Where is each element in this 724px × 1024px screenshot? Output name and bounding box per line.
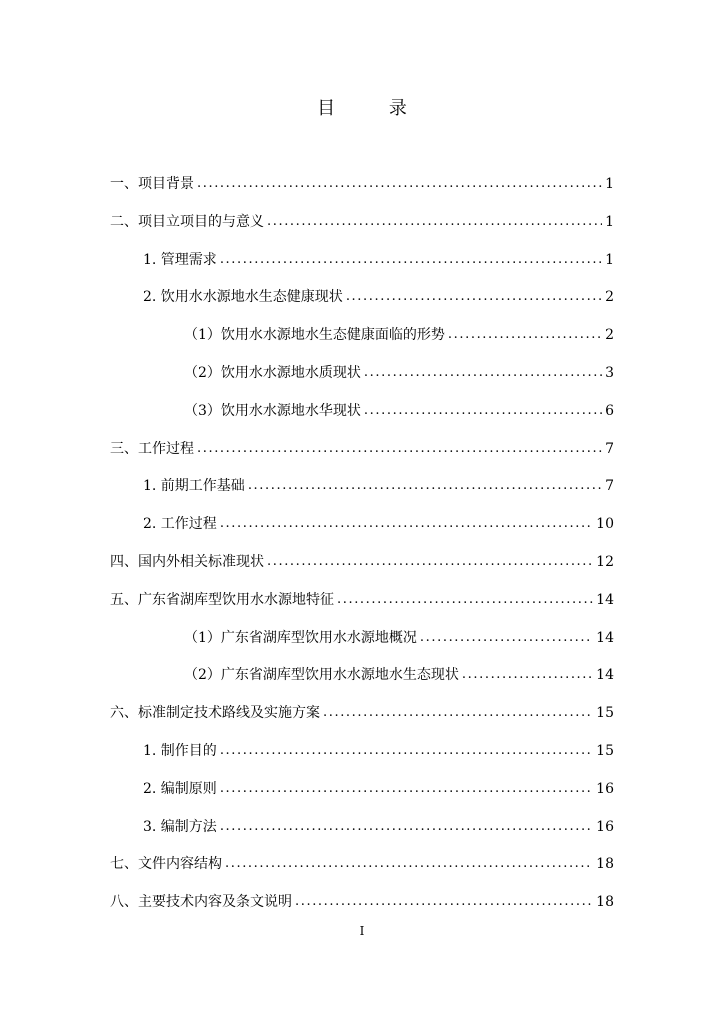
toc-entry-title: 2. 编制原则 [143, 780, 217, 797]
toc-entry-page: 1 [605, 213, 614, 230]
toc-entry-title: 1. 前期工作基础 [143, 478, 245, 495]
toc-entry-page: 7 [605, 440, 614, 457]
toc-entry-title: 一、项目背景 [110, 176, 194, 192]
toc-entry-title: （3）饮用水水源地水华现状 [184, 402, 361, 419]
toc-entry-title: 五、广东省湖库型饮用水水源地特征 [110, 591, 334, 608]
toc-entry[interactable] [110, 699, 614, 737]
toc-entry-title: 1. 管理需求 [143, 251, 217, 268]
toc-entry-page: 6 [605, 402, 614, 419]
toc-entry[interactable] [110, 661, 614, 699]
toc-entry[interactable] [110, 170, 614, 208]
toc-dot-leader [462, 661, 593, 689]
toc-entry-title: （1）饮用水水源地水生态健康面临的形势 [184, 327, 445, 344]
page-number: I [359, 924, 365, 938]
toc-dot-leader [337, 586, 593, 614]
toc-dot-leader [220, 246, 602, 274]
toc-entry[interactable] [110, 813, 614, 851]
toc-dot-leader [267, 548, 593, 576]
toc-entry[interactable] [110, 548, 614, 586]
toc-dot-leader [448, 321, 602, 349]
toc-entry-title: 2. 工作过程 [143, 516, 217, 533]
toc-entry-page: 12 [596, 553, 614, 570]
toc-entry-page: 18 [596, 894, 614, 911]
toc-entry-title: 1. 制作目的 [143, 742, 217, 759]
toc-entry-page: 7 [605, 478, 614, 495]
toc-entry-page: 2 [605, 289, 614, 306]
toc-dot-leader [220, 510, 593, 538]
toc-entry-title: （1）广东省湖库型饮用水水源地概况 [184, 629, 417, 646]
toc-dot-leader [220, 737, 593, 765]
toc-entry-title: （2）饮用水水源地水质现状 [184, 364, 361, 381]
toc-entry-page: 14 [596, 667, 614, 684]
toc-entry[interactable] [110, 246, 614, 284]
toc-entry-page: 3 [605, 364, 614, 381]
toc-dot-leader [346, 283, 602, 311]
page-title: 目 录 [317, 98, 431, 119]
toc-entry[interactable] [110, 208, 614, 246]
toc-entry[interactable] [110, 624, 614, 662]
toc-entry[interactable] [110, 359, 614, 397]
toc-entry-title: 七、文件内容结构 [110, 856, 222, 873]
toc-entry[interactable] [110, 321, 614, 359]
toc-entry[interactable] [110, 397, 614, 435]
toc-entry[interactable] [110, 775, 614, 813]
toc-entry[interactable] [110, 435, 614, 473]
toc-dot-leader [364, 397, 602, 425]
toc-entry-page: 18 [596, 856, 614, 873]
toc-entry-page: 10 [596, 516, 614, 533]
toc-entry-page: 14 [596, 591, 614, 608]
toc-entry-title: 八、主要技术内容及条文说明 [110, 894, 292, 911]
toc-entry-page: 1 [605, 251, 614, 268]
toc-entry-page: 2 [605, 327, 614, 344]
toc-entry-title: 四、国内外相关标准现状 [110, 553, 264, 570]
toc-dot-leader [197, 170, 602, 198]
toc-dot-leader [267, 208, 602, 236]
toc-entry-page: 14 [596, 629, 614, 646]
toc-entry-page: 15 [596, 742, 614, 759]
toc-entry-page: 15 [596, 705, 614, 722]
toc-dot-leader [420, 624, 593, 652]
toc-entry-title: （2）广东省湖库型饮用水水源地水生态现状 [184, 667, 459, 684]
toc-entry[interactable] [110, 283, 614, 321]
toc-dot-leader [220, 775, 593, 803]
toc-entry-title: 3. 编制方法 [143, 818, 217, 835]
toc-entry[interactable] [110, 850, 614, 888]
toc-entry-page: 16 [596, 780, 614, 797]
toc-dot-leader [295, 888, 593, 916]
toc-entry[interactable] [110, 472, 614, 510]
toc-entry[interactable] [110, 510, 614, 548]
toc-dot-leader [364, 359, 602, 387]
toc-entry-title: 六、标准制定技术路线及实施方案 [110, 705, 320, 722]
toc-entry[interactable] [110, 737, 614, 775]
toc-dot-leader [220, 813, 593, 841]
toc-dot-leader [197, 435, 602, 463]
toc-entry-title: 2. 饮用水水源地水生态健康现状 [143, 289, 343, 306]
toc-dot-leader [323, 699, 593, 727]
toc-entry-title: 三、工作过程 [110, 440, 194, 457]
toc-entry-page: 16 [596, 818, 614, 835]
table-of-contents [110, 170, 614, 926]
toc-entry[interactable] [110, 586, 614, 624]
toc-dot-leader [248, 472, 602, 500]
toc-entry-page: 1 [605, 176, 614, 192]
toc-dot-leader [225, 850, 593, 878]
toc-entry[interactable] [110, 888, 614, 926]
toc-entry-title: 二、项目立项目的与意义 [110, 213, 264, 230]
